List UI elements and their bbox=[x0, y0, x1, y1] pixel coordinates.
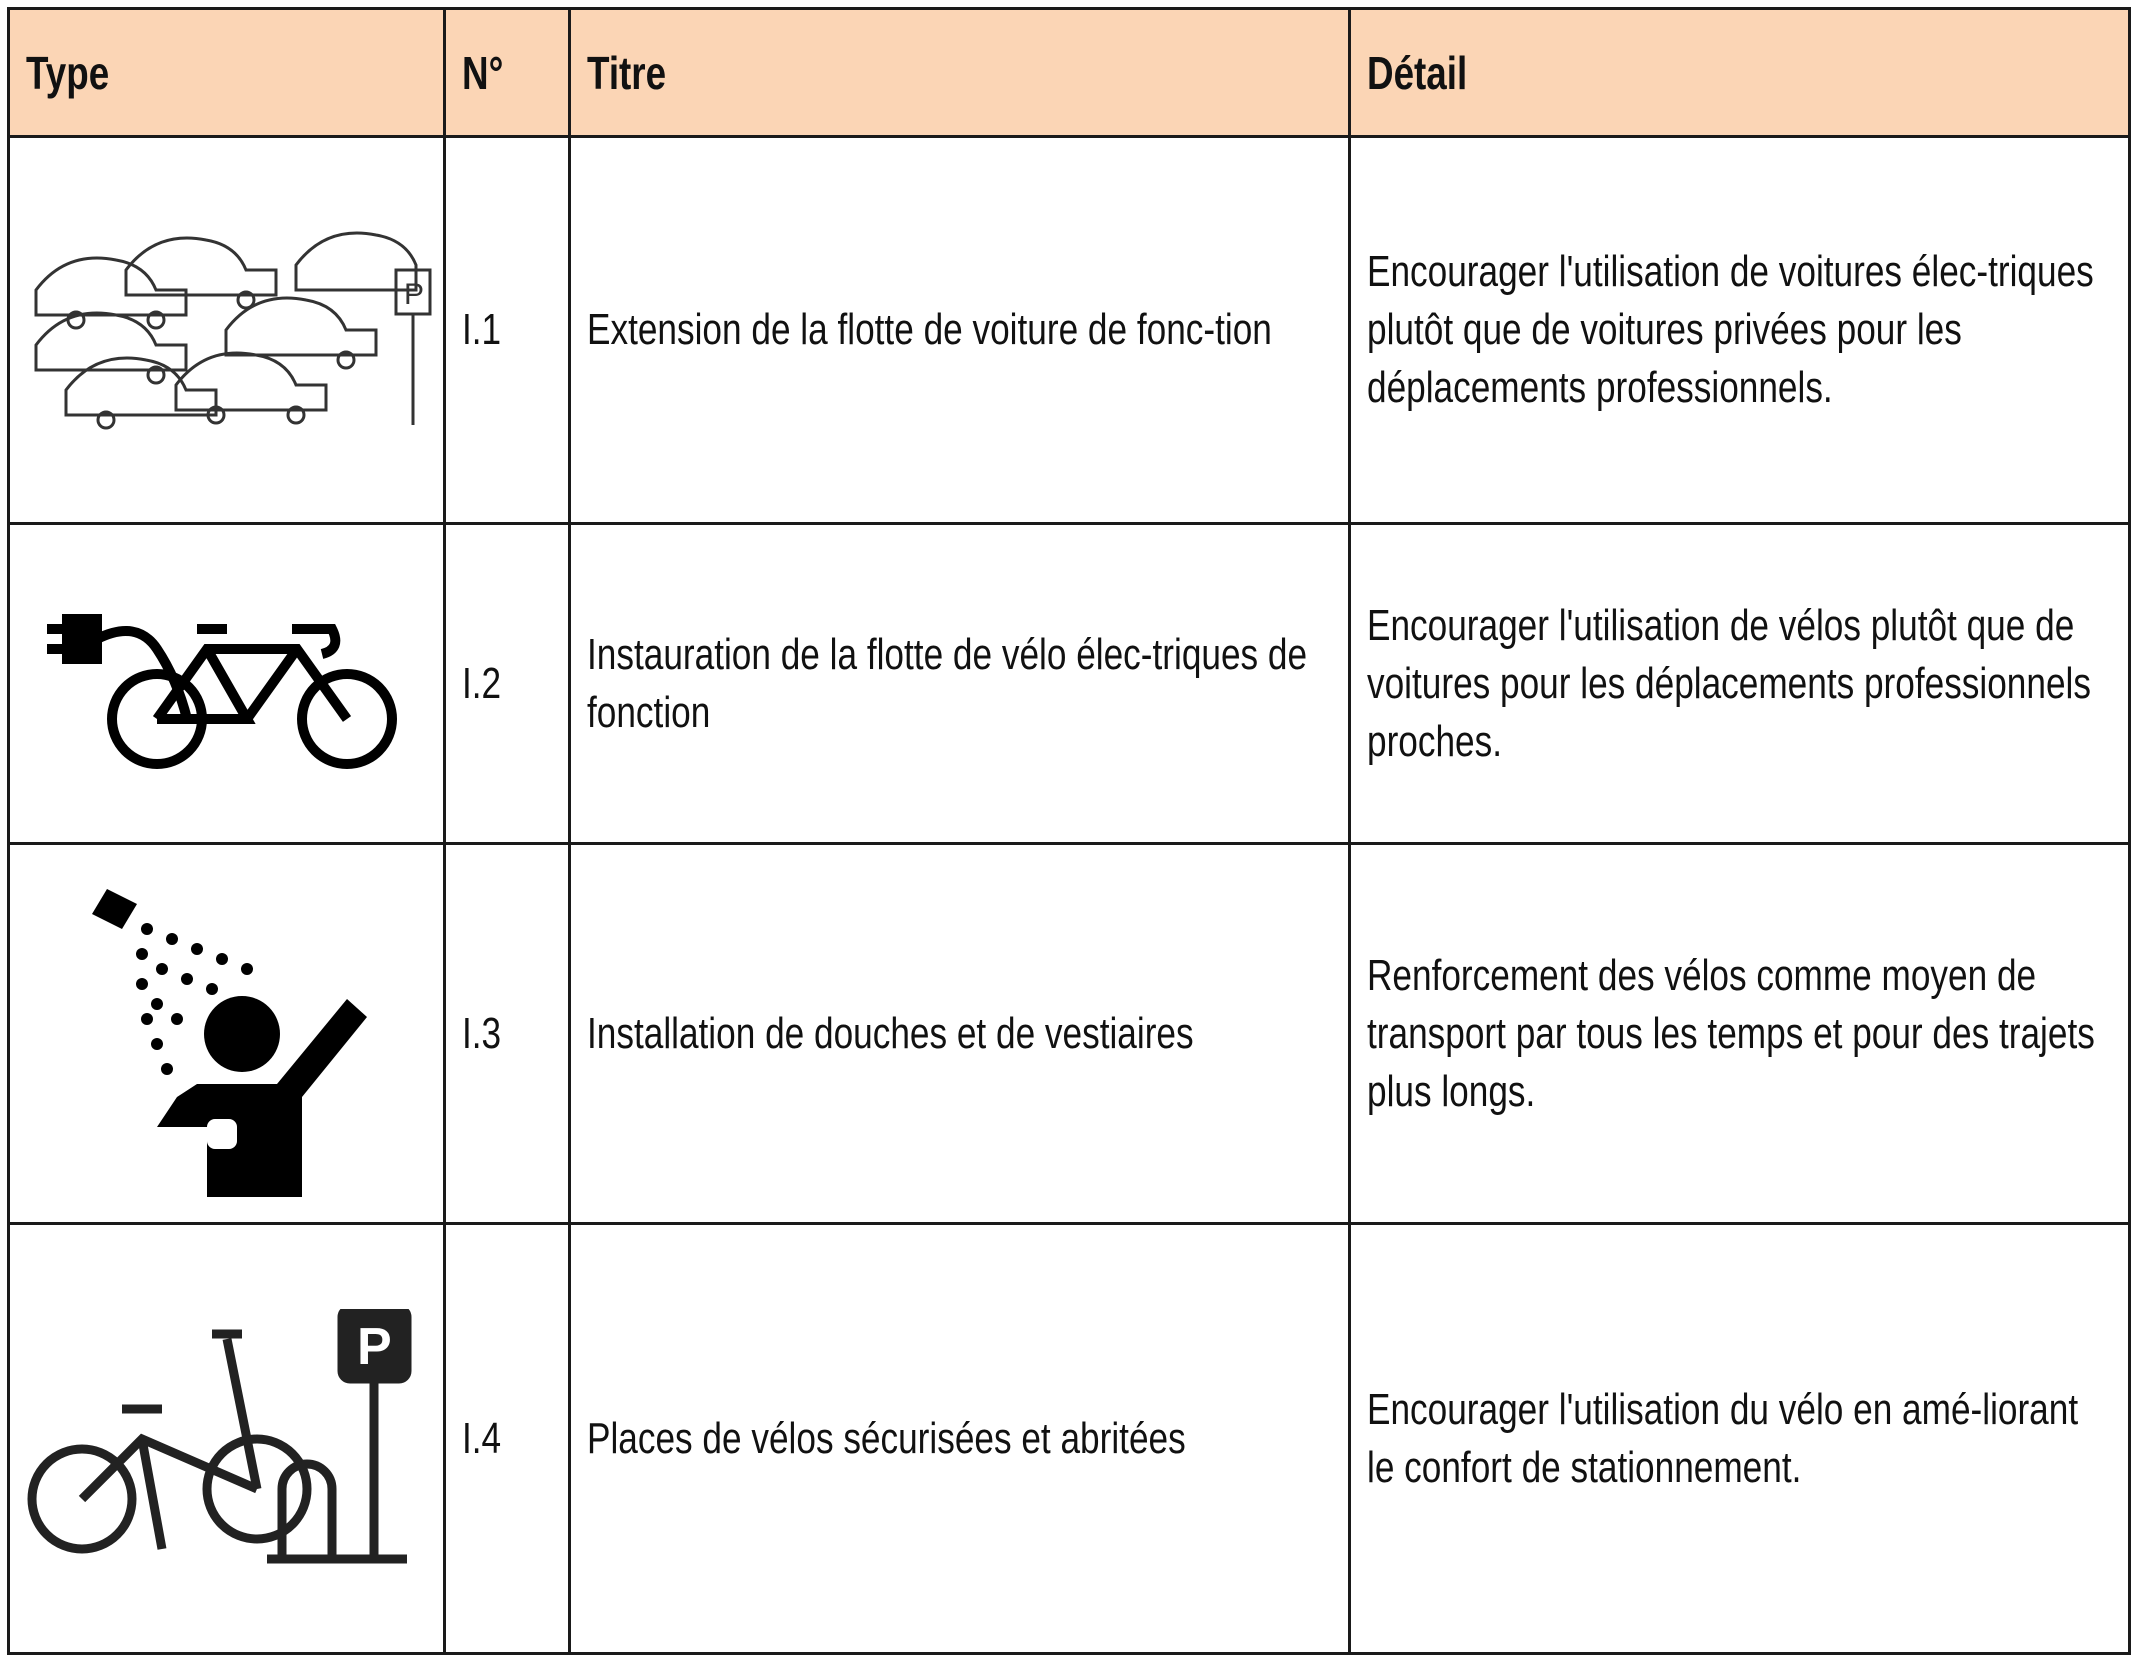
row-num: I.4 bbox=[462, 1413, 502, 1463]
row-title: Installation de douches et de vestiaires bbox=[587, 1008, 1194, 1058]
row-num: I.3 bbox=[462, 1008, 502, 1058]
table-row bbox=[9, 137, 2130, 524]
header-row bbox=[9, 9, 2130, 137]
row-title: Extension de la flotte de voiture de fonc-tion bbox=[587, 305, 1272, 354]
bike-parking-icon bbox=[27, 1309, 427, 1569]
row-title: Instauration de la flotte de vélo élec-triques de fonction bbox=[587, 629, 1308, 737]
electric-bike-icon bbox=[47, 599, 407, 769]
header-type: Type bbox=[26, 46, 110, 99]
table-row bbox=[9, 844, 2130, 1224]
table-row bbox=[9, 1224, 2130, 1654]
row-detail: Renforcement des vélos comme moyen de transport par tous les temps et pour des trajets plus longs. bbox=[1367, 950, 2095, 1116]
header-title: Titre bbox=[587, 46, 667, 99]
row-num: I.1 bbox=[462, 305, 502, 354]
row-title: Places de vélos sécurisées et abritées bbox=[587, 1413, 1186, 1463]
header-detail: Détail bbox=[1367, 46, 1468, 99]
measures-table bbox=[7, 7, 2131, 1655]
svg-text:P: P bbox=[356, 1317, 392, 1376]
row-detail: Encourager l'utilisation de voitures élec-triques plutôt que de voitures privées pour les déplacements professionnels. bbox=[1367, 247, 2094, 412]
shower-icon bbox=[67, 869, 387, 1199]
row-detail: Encourager l'utilisation du vélo en amé-liorant le confort de stationnement. bbox=[1367, 1384, 2079, 1492]
row-detail: Encourager l'utilisation de vélos plutôt que de voitures pour les déplacements professionnels proches. bbox=[1367, 600, 2091, 766]
car-parking-icon bbox=[26, 230, 436, 430]
table-row bbox=[9, 524, 2130, 844]
row-num: I.2 bbox=[462, 658, 502, 708]
svg-text:P: P bbox=[404, 278, 425, 311]
header-num: N° bbox=[462, 46, 504, 99]
